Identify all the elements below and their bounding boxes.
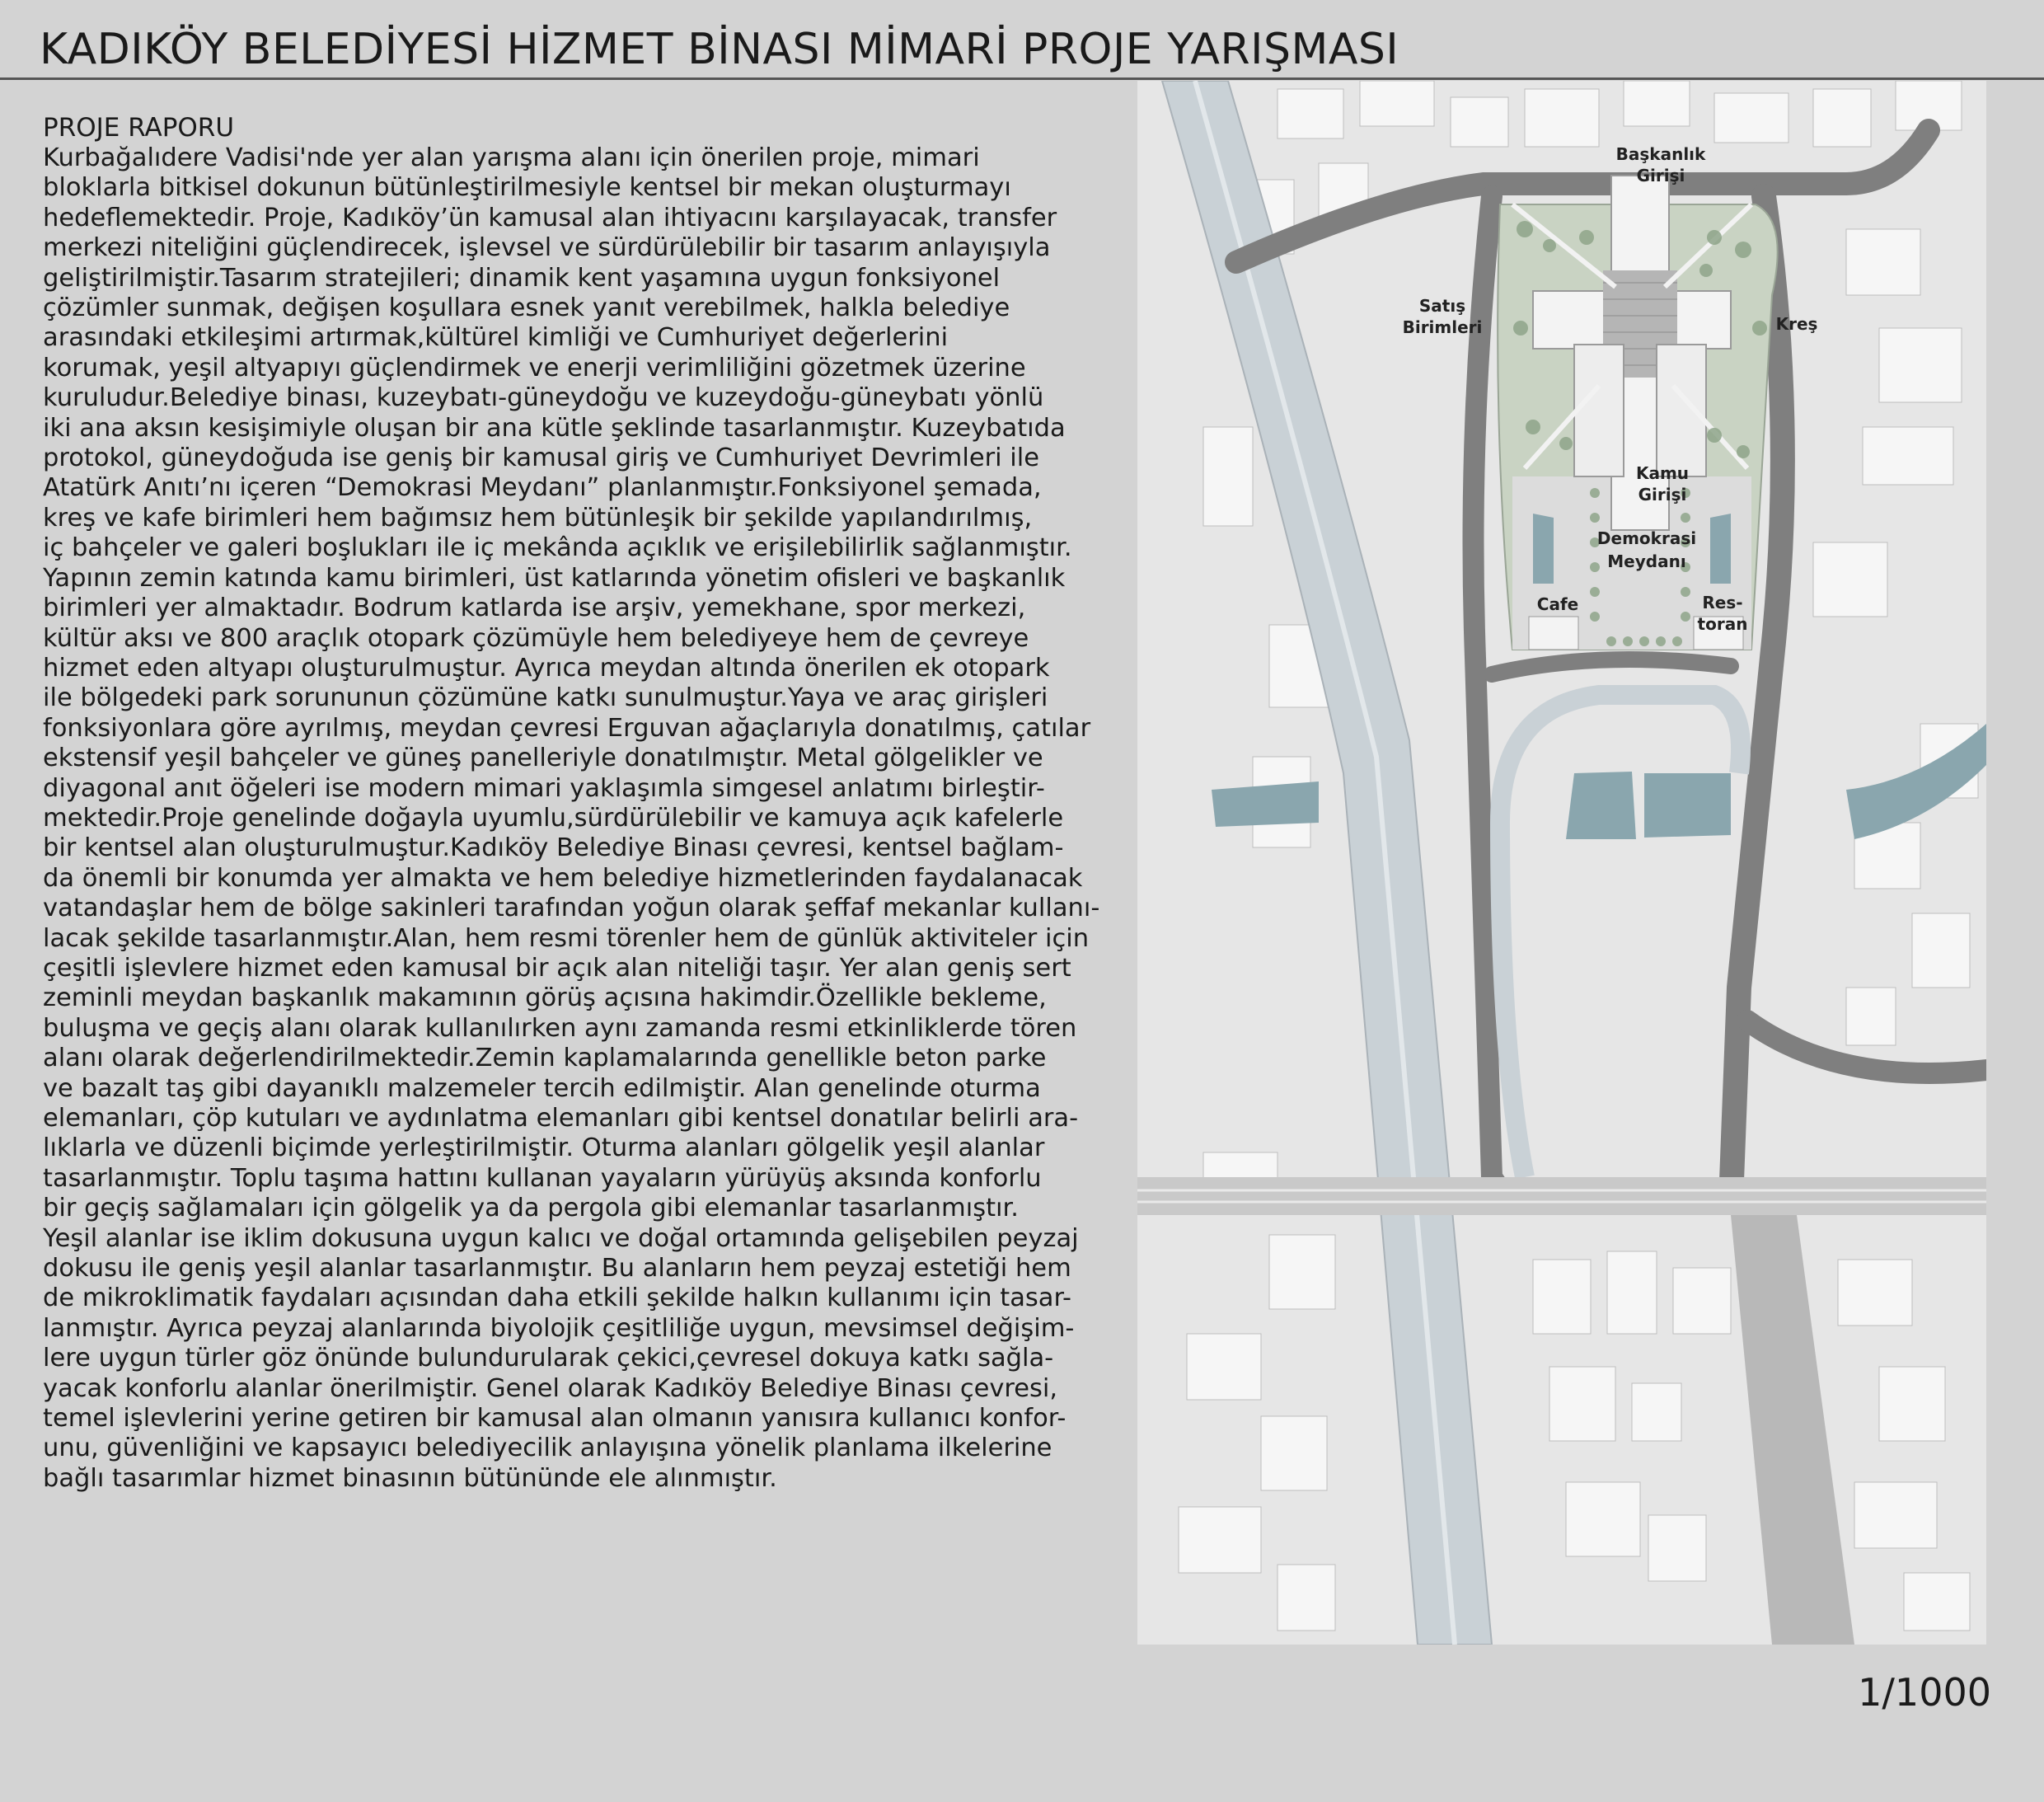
scale-label: 1/1000 (1858, 1670, 1991, 1715)
report-line: kültür aksı ve 800 araçlık otopark çözümüyle hem belediyeye hem de çevreye (43, 623, 1029, 653)
report-line: lanmıştır. Ayrıca peyzaj alanlarında biyolojik çeşitliliğe uygun, mevsimsel değişim- (43, 1313, 1075, 1343)
report-line: Yeşil alanlar ise iklim dokusuna uygun kalıcı ve doğal ortamında gelişebilen peyzaj (43, 1223, 1079, 1253)
report-line: Yapının zemin katında kamu birimleri, üst katlarında yönetim ofisleri ve başkanlık (43, 563, 1066, 593)
report-line: de mikroklimatik faydaları açısından daha etkili şekilde halkın kullanımı için tasar- (43, 1283, 1072, 1313)
label-kres: Kreş (1775, 314, 1818, 334)
report-line: çeşitli işlevlere hizmet eden kamusal bir açık alan niteliği taşır. Yer alan geniş sert (43, 953, 1071, 983)
report-line: lacak şekilde tasarlanmıştır.Alan, hem resmi törenler hem de günlük aktiviteler için (43, 923, 1090, 953)
report-line: bağlı tasarımlar hizmet binasının bütününde ele alınmıştır. (43, 1463, 777, 1493)
report-line: kreş ve kafe birimleri hem bağımsız hem bütünleşik bir şekilde yapılandırılmış, (43, 503, 1033, 533)
label-restoran-line2: toran (1697, 614, 1748, 634)
page-title: KADIKÖY BELEDİYESİ HİZMET BİNASI MİMARİ PROJE YARIŞMASI (40, 25, 1399, 74)
report-line: çözümler sunmak, değişen koşullara esnek yanıt verebilmek, halkla belediye (43, 293, 1010, 323)
report-line: ve bazalt taş gibi dayanıklı malzemeler tercih edilmiştir. Alan genelinde oturma (43, 1073, 1041, 1103)
report-line: mektedir.Proje genelinde doğayla uyumlu,sürdürülebilir ve kamuya açık kafelerle (43, 803, 1064, 833)
report-line: lıklarla ve düzenli biçimde yerleştirilmiştir. Oturma alanları gölgelik yeşil alanlar (43, 1133, 1045, 1163)
report-line: arasındaki etkileşimi artırmak,kültürel kimliği ve Cumhuriyet değerlerini (43, 323, 949, 353)
report-line: Kurbağalıdere Vadisi'nde yer alan yarışma alanı için önerilen proje, mimari (43, 143, 980, 172)
report-line: protokol, güneydoğuda ise geniş bir kamusal giriş ve Cumhuriyet Devrimleri ile (43, 443, 1040, 473)
title-divider (0, 77, 2044, 80)
label-baskanlik-line1: Başkanlık (1615, 144, 1706, 164)
label-cafe: Cafe (1536, 594, 1579, 614)
report-line: buluşma ve geçiş alanı olarak kullanılırken aynı zamanda resmi etkinliklerde tören (43, 1013, 1077, 1043)
report-line: iç bahçeler ve galeri boşlukları ile iç mekânda açıklık ve erişilebilirlik sağlanmıştır. (43, 533, 1072, 563)
label-demokrasi-line2: Meydanı (1607, 551, 1686, 571)
label-satis-line1: Satış (1418, 296, 1466, 316)
report-line: yacak konforlu alanlar önerilmiştir. Genel olarak Kadıköy Belediye Binası çevresi, (43, 1373, 1058, 1403)
report-line: bloklarla bitkisel dokunun bütünleştirilmesiyle kentsel bir mekan oluşturmayı (43, 173, 1011, 203)
report-line: bir kentsel alan oluşturulmuştur.Kadıköy Belediye Binası çevresi, kentsel bağlam- (43, 833, 1064, 863)
report-line: hedeflemektedir. Proje, Kadıköy’ün kamusal alan ihtiyacını karşılayacak, transfer (43, 203, 1057, 232)
report-line: elemanları, çöp kutuları ve aydınlatma elemanları gibi kentsel donatılar belirli ara- (43, 1104, 1079, 1133)
label-kamu-line1: Kamu (1635, 463, 1690, 483)
report-line: merkezi niteliğini güçlendirecek, işlevsel ve sürdürülebilir bir tasarım anlayışıyla (43, 233, 1051, 263)
report-line: fonksiyonlara göre ayrılmış, meydan çevresi Erguvan ağaçlarıyla donatılmış, çatılar (43, 713, 1091, 743)
report-heading: PROJE RAPORU (43, 113, 235, 143)
report-line: da önemli bir konumda yer almakta ve hem belediye hizmetlerinden faydalanacak (43, 863, 1083, 893)
report-line: kuruludur.Belediye binası, kuzeybatı-güneydoğu ve kuzeydoğu-güneybatı yönlü (43, 383, 1044, 413)
label-demokrasi-line1: Demokrasi (1596, 528, 1697, 548)
report-line: ile bölgedeki park sorununun çözümüne katkı sunulmuştur.Yaya ve araç girişleri (43, 683, 1048, 713)
report-line: zeminli meydan başkanlık makamının görüş açısına hakimdir.Özellikle bekleme, (43, 983, 1047, 1013)
report-line: ekstensif yeşil bahçeler ve güneş panelleriyle donatılmıştır. Metal gölgelikler ve (43, 744, 1043, 773)
report-line: korumak, yeşil altyapıyı güçlendirmek ve enerji verimliliğini gözetmek üzerine (43, 353, 1026, 382)
report-line: iki ana aksın kesişimiyle oluşan bir ana kütle şeklinde tasarlanmıştır. Kuzeybatıda (43, 413, 1066, 443)
report-line: diyagonal anıt öğeleri ise modern mimari yaklaşımla simgesel anlatımı birleştir- (43, 773, 1045, 803)
report-line: dokusu ile geniş yeşil alanlar tasarlanmıştır. Bu alanların hem peyzaj estetiği hem (43, 1254, 1071, 1283)
report-body (43, 143, 1100, 1494)
label-satis-line2: Birimleri (1402, 317, 1483, 337)
report-line: temel işlevlerini yerine getiren bir kamusal alan olmanın yanısıra kullanıcı konfor- (43, 1404, 1067, 1434)
label-restoran-line1: Res- (1702, 593, 1743, 612)
report-line: alanı olarak değerlendirilmektedir.Zemin kaplamalarında genellikle beton parke (43, 1044, 1047, 1073)
report-line: birimleri yer almaktadır. Bodrum katlarda ise arşiv, yemekhane, spor merkezi, (43, 594, 1026, 623)
report-line: vatandaşlar hem de bölge sakinleri tarafından yoğun olarak şeffaf mekanlar kullanı- (43, 894, 1100, 923)
report-line: hizmet eden altyapı oluşturulmuştur. Ayrıca meydan altında önerilen ek otopark (43, 653, 1050, 683)
report-line: geliştirilmiştir.Tasarım stratejileri; dinamik kent yaşamına uygun fonksiyonel (43, 263, 1001, 293)
report-line: tasarlanmıştır. Toplu taşıma hattını kullanan yayaların yürüyüş aksında konforlu (43, 1163, 1042, 1193)
report-line: unu, güvenliğini ve kapsayıcı belediyecilik anlayışına yönelik planlama ilkelerine (43, 1434, 1052, 1463)
report-line: lere uygun türler göz önünde bulundurularak çekici,çevresel dokuya katkı sağla- (43, 1344, 1054, 1373)
label-baskanlik-line2: Girişi (1636, 166, 1685, 185)
site-plan-map (1137, 81, 1986, 1645)
report-line: bir geçiş sağlamaları için gölgelik ya da pergola gibi elemanlar tasarlanmıştır. (43, 1194, 1019, 1223)
label-kamu-line2: Girişi (1638, 485, 1687, 504)
project-report (43, 112, 1100, 1494)
report-line: Atatürk Anıtı’nı içeren “Demokrasi Meydanı” planlanmıştır.Fonksiyonel şemada, (43, 473, 1042, 503)
